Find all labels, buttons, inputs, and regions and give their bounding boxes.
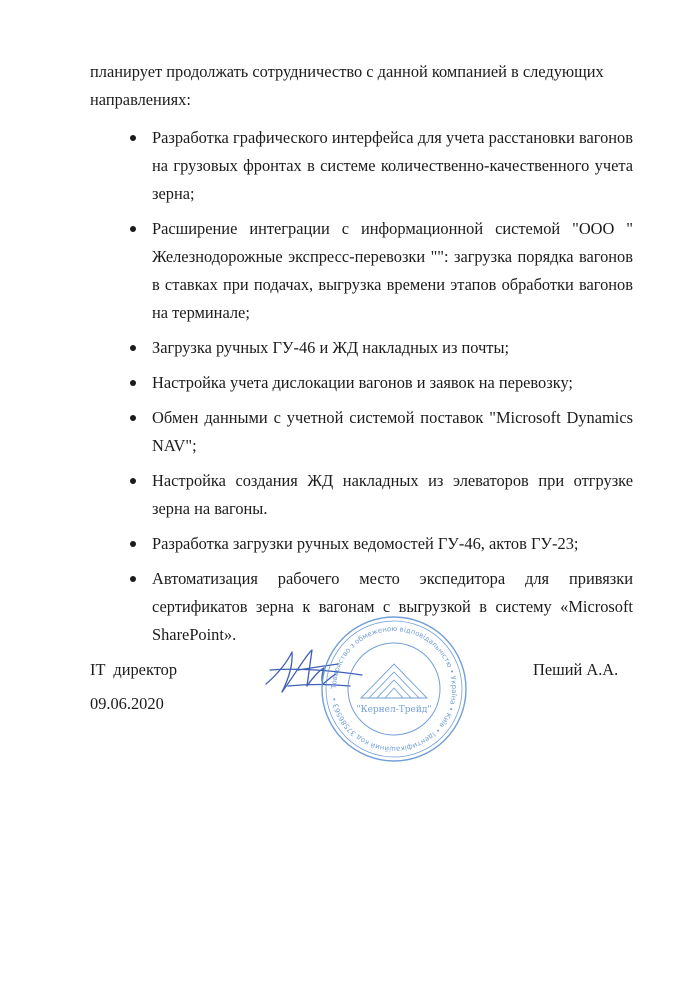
bullet-icon [130, 541, 136, 547]
document-date: 09.06.2020 [90, 694, 164, 713]
list-item [108, 369, 633, 397]
list-item-line: Железнодорожные экспресс-перевозки "": загрузка порядка вагонов [152, 247, 633, 266]
list-item-line: на терминале; [152, 303, 250, 322]
list-item-text [152, 215, 633, 327]
list-item [108, 334, 633, 362]
list-item-text [152, 467, 633, 523]
intro-line: планирует продолжать сотрудничество с данной компанией в следующих [90, 62, 604, 81]
bullet-icon [130, 415, 136, 421]
list-item-line: SharePoint». [152, 625, 237, 644]
bullet-icon [130, 380, 136, 386]
bullet-icon [130, 478, 136, 484]
list-item [108, 404, 633, 460]
list-item [108, 215, 633, 327]
list-item-text [152, 369, 633, 397]
company-seal [319, 614, 469, 764]
list-item [108, 530, 633, 558]
list-item-line: на грузовых фронтах в системе количественно-качественного учета [152, 156, 633, 175]
bullet-icon [130, 135, 136, 141]
list-item [108, 467, 633, 523]
intro-line: направлениях: [90, 90, 191, 109]
list-item-line: Обмен данными с учетной системой поставок "Microsoft Dynamics [152, 408, 633, 427]
bullet-icon [130, 345, 136, 351]
svg-text:Товариство з обмеженою відпові: Товариство з обмеженою відповідальністю • Україна • Київ • Ідентифікаційний код 37586563 • [329, 624, 459, 754]
list-item-line: Настройка создания ЖД накладных из элеваторов при отгрузке [152, 471, 633, 490]
list-item-line: Расширение интеграции с информационной системой "ООО " [152, 219, 633, 238]
list-item-line: в ставках при подачах, выгрузка времени этапов обработки вагонов [152, 275, 633, 294]
bullet-icon [130, 226, 136, 232]
signer-name: Пеший А.А. [533, 660, 619, 679]
list-item-line: Разработка графического интерфейса для учета расстановки вагонов [152, 128, 633, 147]
list-item-line: Разработка загрузки ручных ведомостей ГУ-46, актов ГУ-23; [152, 534, 579, 553]
list-item [108, 124, 633, 208]
signer-role: IT директор [90, 660, 178, 679]
list-item-text [152, 124, 633, 208]
list-item-line: сертификатов зерна к вагонам с выгрузкой в систему «Microsoft [152, 597, 633, 616]
list-item-line: Загрузка ручных ГУ-46 и ЖД накладных из почты; [152, 338, 510, 357]
list-item-text [152, 334, 633, 362]
bullet-icon [130, 576, 136, 582]
list-item-line: Автоматизация рабочего место экспедитора для привязки [152, 569, 633, 588]
list-item-text [152, 404, 633, 460]
svg-text:"Кернел-Трейд": "Кернел-Трейд" [356, 705, 432, 715]
list-item-line: зерна на вагоны. [152, 499, 268, 518]
list-item-line: зерна; [152, 184, 195, 203]
directions-list [108, 124, 633, 656]
list-item-line: Настройка учета дислокации вагонов и заявок на перевозку; [152, 373, 573, 392]
intro-paragraph [90, 58, 630, 114]
list-item-line: NAV"; [152, 436, 197, 455]
list-item-text [152, 530, 633, 558]
